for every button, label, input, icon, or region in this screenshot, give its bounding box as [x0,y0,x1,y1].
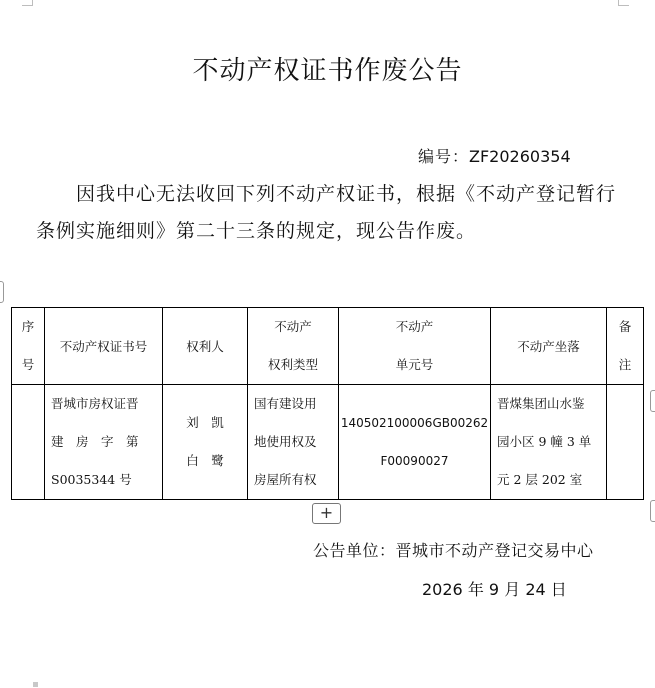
cell-location[interactable]: 晋煤集团山水鉴 园小区 9 幢 3 单 元 2 层 202 室 [491,385,607,500]
certificate-table [11,307,644,500]
header-right-type: 不动产 权利类型 [248,308,339,385]
table-row [12,385,644,500]
cell-unit-no[interactable]: 140502100006GB00262 F00090027 [339,385,491,500]
announcement-date: 2026 年 9 月 24 日 [422,580,567,599]
cell-holder[interactable]: 刘 凯 白 鹭 [163,385,248,500]
header-seq: 序 号 [12,308,45,385]
header-holder: 权利人 [163,308,248,385]
page-corner-marker [33,682,38,687]
crop-mark-top-right [618,0,629,6]
announcement-paragraph: 因我中心无法收回下列不动产权证书，根据《不动产登记暂行条例实施细则》第二十三条的规定，现公告作废。 [36,183,617,242]
table-resize-handle-right[interactable] [650,390,655,412]
table-header-row [12,308,644,385]
issuer-line: 公告单位：晋城市不动产登记交易中心 [313,541,594,560]
table-resize-handle-right-bottom[interactable] [650,500,655,522]
header-cert-no: 不动产权证书号 [45,308,163,385]
cell-seq[interactable] [12,385,45,500]
document-number-label: 编号： [418,147,470,166]
document-number-value: ZF20260354 [469,147,571,166]
header-unit-no: 不动产 单元号 [339,308,491,385]
add-row-button[interactable]: + [312,503,341,524]
crop-mark-top-left [22,0,33,6]
cell-right-type[interactable]: 国有建设用 地使用权及 房屋所有权 [248,385,339,500]
table-move-handle-left[interactable] [0,281,4,303]
header-location: 不动产坐落 [491,308,607,385]
header-remark: 备 注 [607,308,644,385]
cell-cert-no[interactable]: 晋城市房权证晋 建 房 字 第 S0035344 号 [45,385,163,500]
document-number [418,144,571,167]
page-title: 不动产权证书作废公告 [192,56,463,86]
cell-remark[interactable] [607,385,644,500]
